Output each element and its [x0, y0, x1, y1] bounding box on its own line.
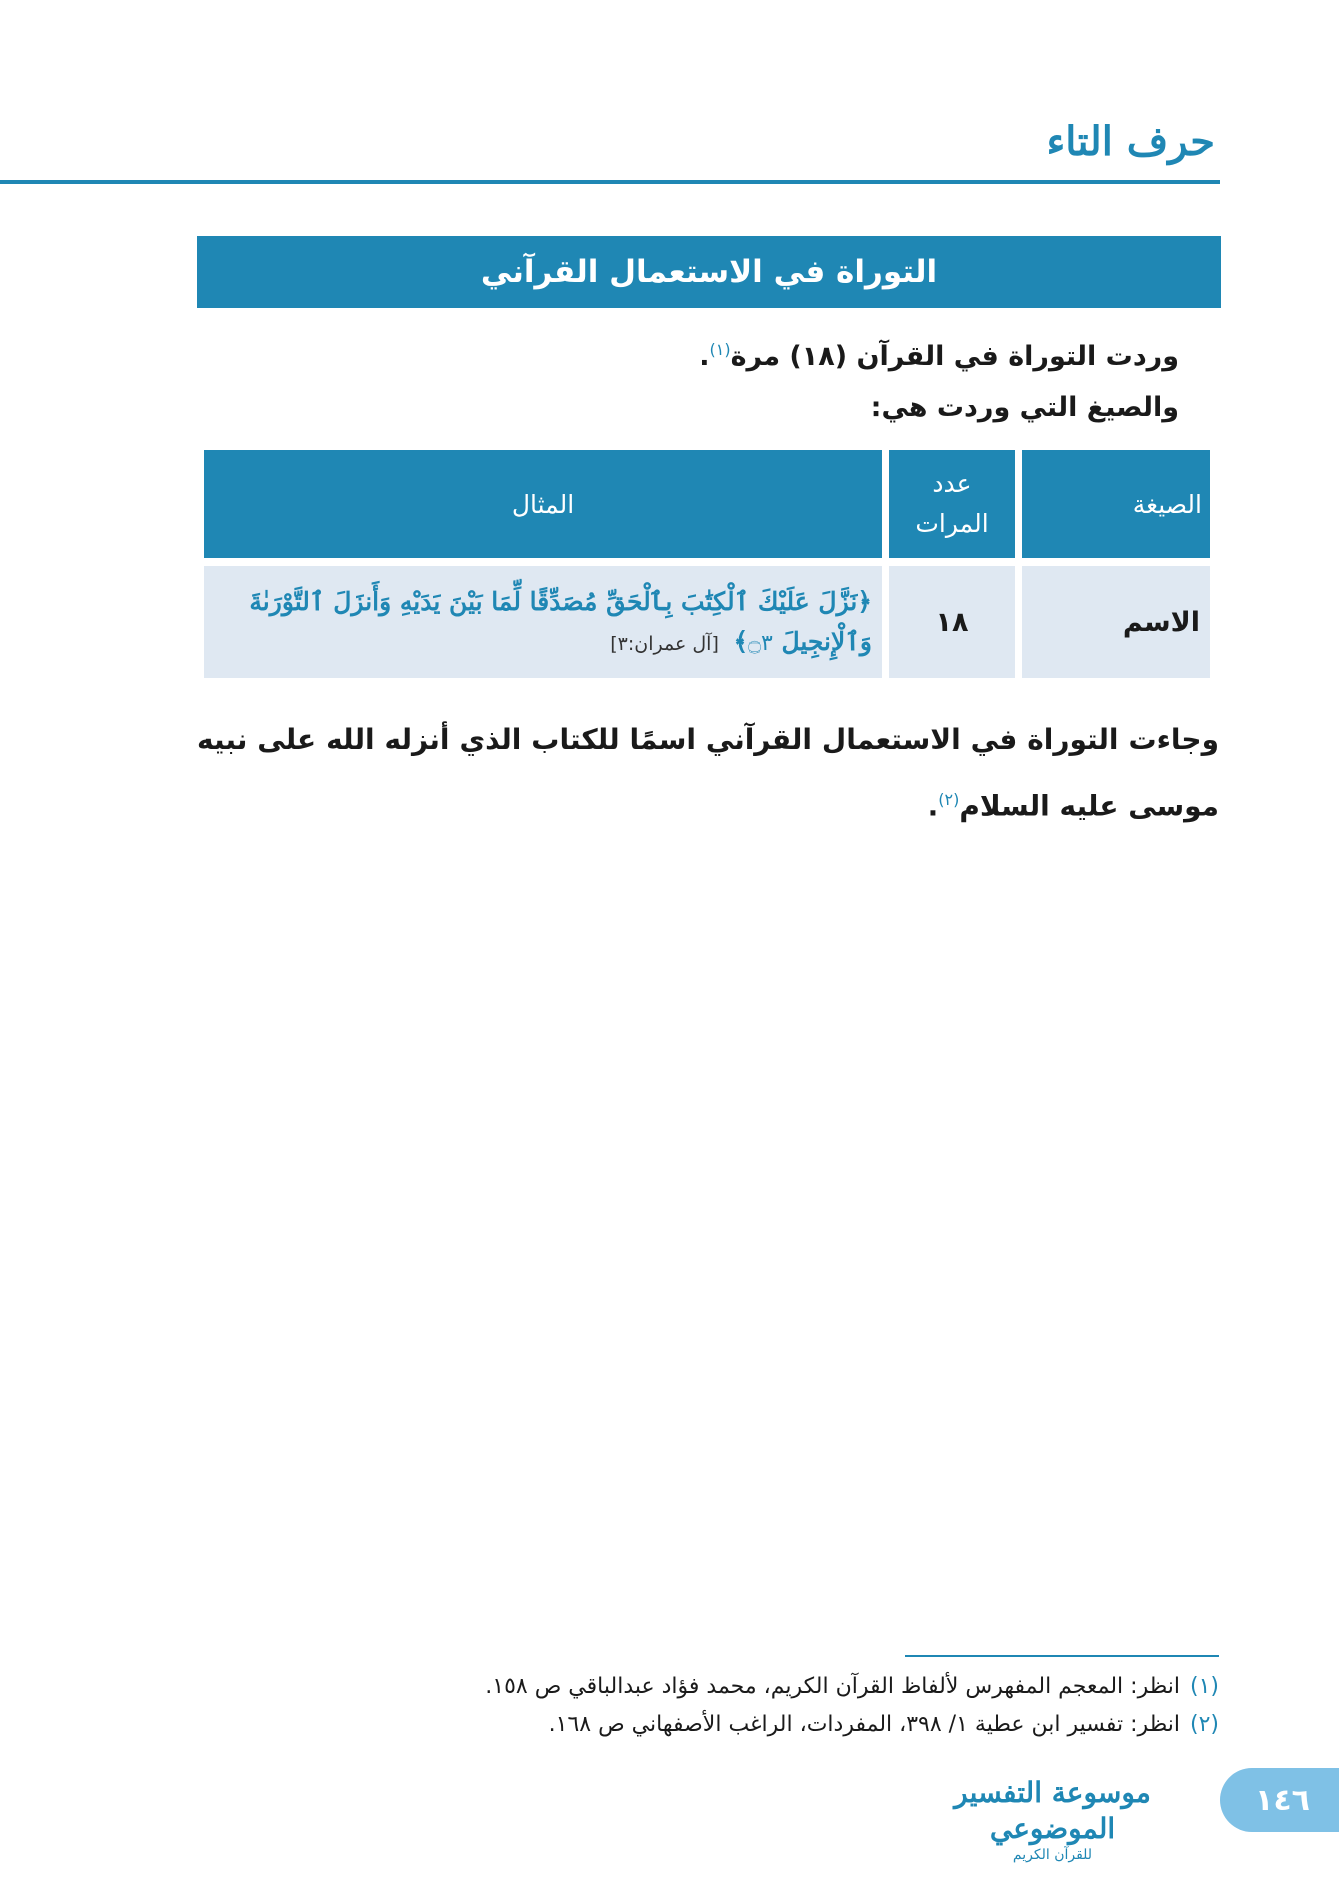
- quran-verse: ﴿نَزَّلَ عَلَيْكَ ٱلْكِتَٰبَ بِٱلْحَقِّ مُصَدِّقًا لِّمَا بَيْنَ يَدَيْهِ وَأَنزَلَ ٱلتَّوْرَىٰةَ وَٱلْإِنجِيلَ: [249, 586, 872, 656]
- verse-reference: [آل عمران:٣]: [610, 633, 719, 655]
- footnote-ref-1[interactable]: (١): [709, 340, 731, 359]
- header-count: عدد المرات: [889, 450, 1015, 558]
- footnote-item: [485, 1668, 1219, 1706]
- logo-title: موسوعة التفسير الموضوعي: [954, 1776, 1151, 1845]
- ayah-number-icon: ۝٣: [748, 631, 773, 656]
- encyclopedia-logo: [925, 1775, 1180, 1863]
- body-period: .: [927, 789, 939, 823]
- chapter-title: حرف التاء: [1046, 118, 1215, 165]
- intro-period: .: [699, 341, 710, 372]
- cell-example: [204, 558, 882, 678]
- body-text: وجاءت التوراة في الاستعمال القرآني اسمًا للكتاب الذي أنزله الله على نبيه موسى عليه السلام: [197, 723, 1219, 823]
- page-number: ١٤٦: [1255, 1782, 1310, 1818]
- footnote-number: (٢): [1189, 1712, 1219, 1737]
- header-example: المثال: [204, 450, 882, 558]
- ayah-number: ٣: [761, 631, 773, 656]
- forms-table: [197, 450, 1217, 678]
- intro-line-2: والصيغ التي وردت هي:: [870, 392, 1179, 423]
- intro-text: وردت التوراة في القرآن (١٨) مرة: [730, 341, 1179, 372]
- footnote-rule: [905, 1655, 1219, 1657]
- table-header-row: [204, 450, 1210, 558]
- logo-subtitle: للقرآن الكريم: [1012, 1847, 1093, 1863]
- cell-form: الاسم: [1022, 558, 1210, 678]
- footnote-text: انظر: تفسير ابن عطية ١/ ٣٩٨، المفردات، الراغب الأصفهاني ص ١٦٨.: [548, 1712, 1180, 1737]
- footnotes: [485, 1668, 1219, 1744]
- footnote-text: انظر: المعجم المفهرس لألفاظ القرآن الكريم، محمد فؤاد عبدالباقي ص ١٥٨.: [485, 1674, 1180, 1699]
- footnote-item: [485, 1706, 1219, 1744]
- footnote-number: (١): [1189, 1674, 1219, 1699]
- cell-count: ١٨: [889, 558, 1015, 678]
- table-row: [204, 558, 1210, 678]
- page-number-badge: [1220, 1768, 1339, 1832]
- footnote-ref-2[interactable]: (٢): [938, 790, 960, 809]
- section-title: التوراة في الاستعمال القرآني: [480, 254, 938, 290]
- body-paragraph: [197, 710, 1219, 836]
- header-rule: [0, 180, 1220, 184]
- header-form: الصيغة: [1022, 450, 1210, 558]
- intro-line-1: [699, 320, 1179, 387]
- verse-close-bracket: ﴾: [733, 627, 749, 656]
- section-banner: [197, 236, 1221, 308]
